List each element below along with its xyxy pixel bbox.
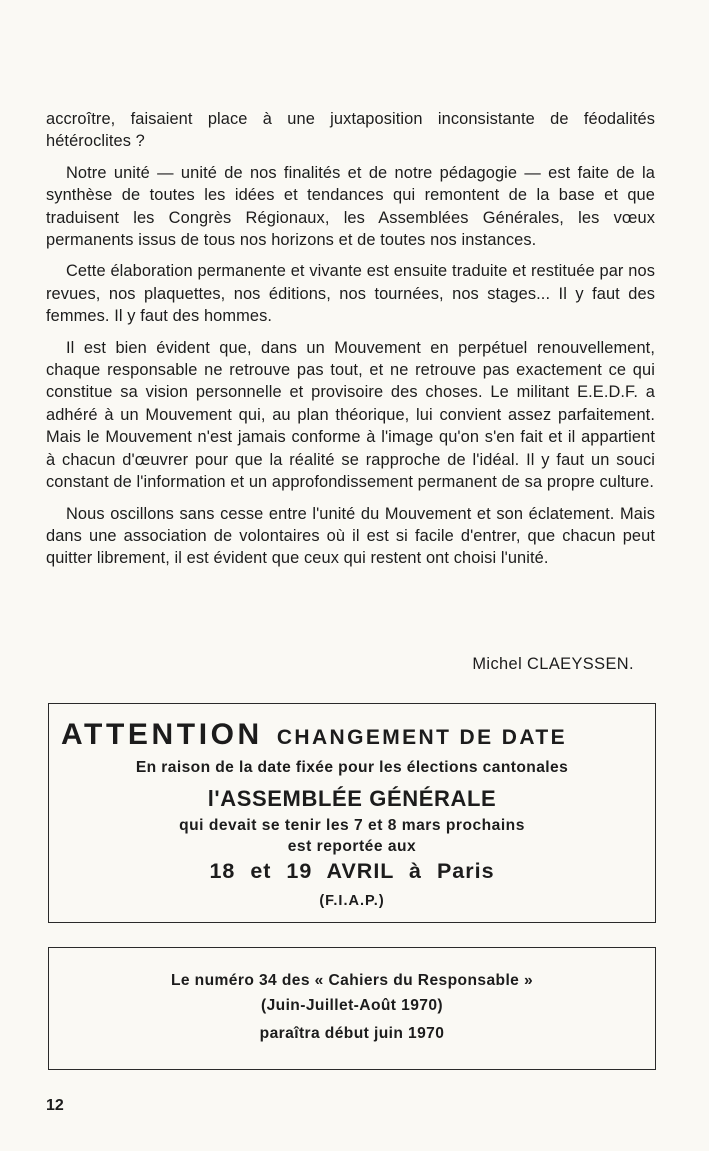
announcement-line-2: (Juin-Juillet-Août 1970) bbox=[260, 997, 443, 1014]
notice-assembly-title: l'ASSEMBLÉE GÉNÉRALE bbox=[207, 786, 497, 811]
paragraph-evident: Il est bien évident que, dans un Mouvement en perpétuel renouvellement, chaque responsable ne retrouve pas tout, et ne retrouve pas exactement ce qui constitue sa vision personnelle et provisoire des choses. Le militant E.E.D.F. a adhéré à un Mouvement qui, au plan théorique, lui convient assez parfaitement. Mais le Mouvement n'est jamais conforme à l'image qu'on s'en fait et il appartient à chacun d'œuvrer pour que la réalité se rapproche de l'idéal. Il y faut un souci constant de l'information et un approfondissement permanent de sa propre culture. bbox=[46, 338, 655, 492]
announcement-line-1: Le numéro 34 des « Cahiers du Responsable » bbox=[170, 972, 534, 989]
date-change-notice-box bbox=[48, 703, 656, 923]
page-number: 12 bbox=[46, 1097, 64, 1114]
attention-heading: ATTENTION bbox=[61, 718, 263, 751]
changement-heading: CHANGEMENT DE DATE bbox=[276, 726, 567, 749]
author-signature: Michel CLAEYSSEN. bbox=[472, 655, 634, 673]
notice-new-date: 18 et 19 AVRIL à Paris bbox=[209, 859, 495, 883]
paragraph-unite: Notre unité — unité de nos finalités et de notre pédagogie — est faite de la synthèse de toutes les idées et tendances qui remontent de la base et que traduisent les Congrès Régionaux, les Assemblées Générales, les vœux permanents issus de tous nos horizons et de toutes nos instances. bbox=[46, 163, 655, 250]
announcement-line-3: paraîtra début juin 1970 bbox=[259, 1025, 445, 1042]
notice-heading bbox=[49, 718, 667, 752]
cahiers-announcement-box bbox=[48, 947, 656, 1070]
article-body bbox=[46, 108, 655, 570]
paragraph-oscillons: Nous oscillons sans cesse entre l'unité du Mouvement et son éclatement. Mais dans une association de volontaires où il est si facile d'entrer, que chacun peut quitter librement, il est évident que ceux qui restent ont choisi l'unité. bbox=[46, 504, 655, 568]
notice-postponed: est reportée aux bbox=[287, 838, 417, 855]
notice-reason: En raison de la date fixée pour les élections cantonales bbox=[135, 759, 569, 776]
notice-venue: (F.I.A.P.) bbox=[319, 893, 385, 909]
notice-original-date: qui devait se tenir les 7 et 8 mars prochains bbox=[179, 817, 525, 834]
paragraph-continuation: accroître, faisaient place à une juxtaposition inconsistante de féodalités hétéroclites ? bbox=[46, 110, 655, 151]
paragraph-elaboration: Cette élaboration permanente et vivante est ensuite traduite et restituée par nos revues, nos plaquettes, nos éditions, nos tournées, nos stages... Il y faut des femmes. Il y faut des hommes. bbox=[46, 262, 655, 326]
